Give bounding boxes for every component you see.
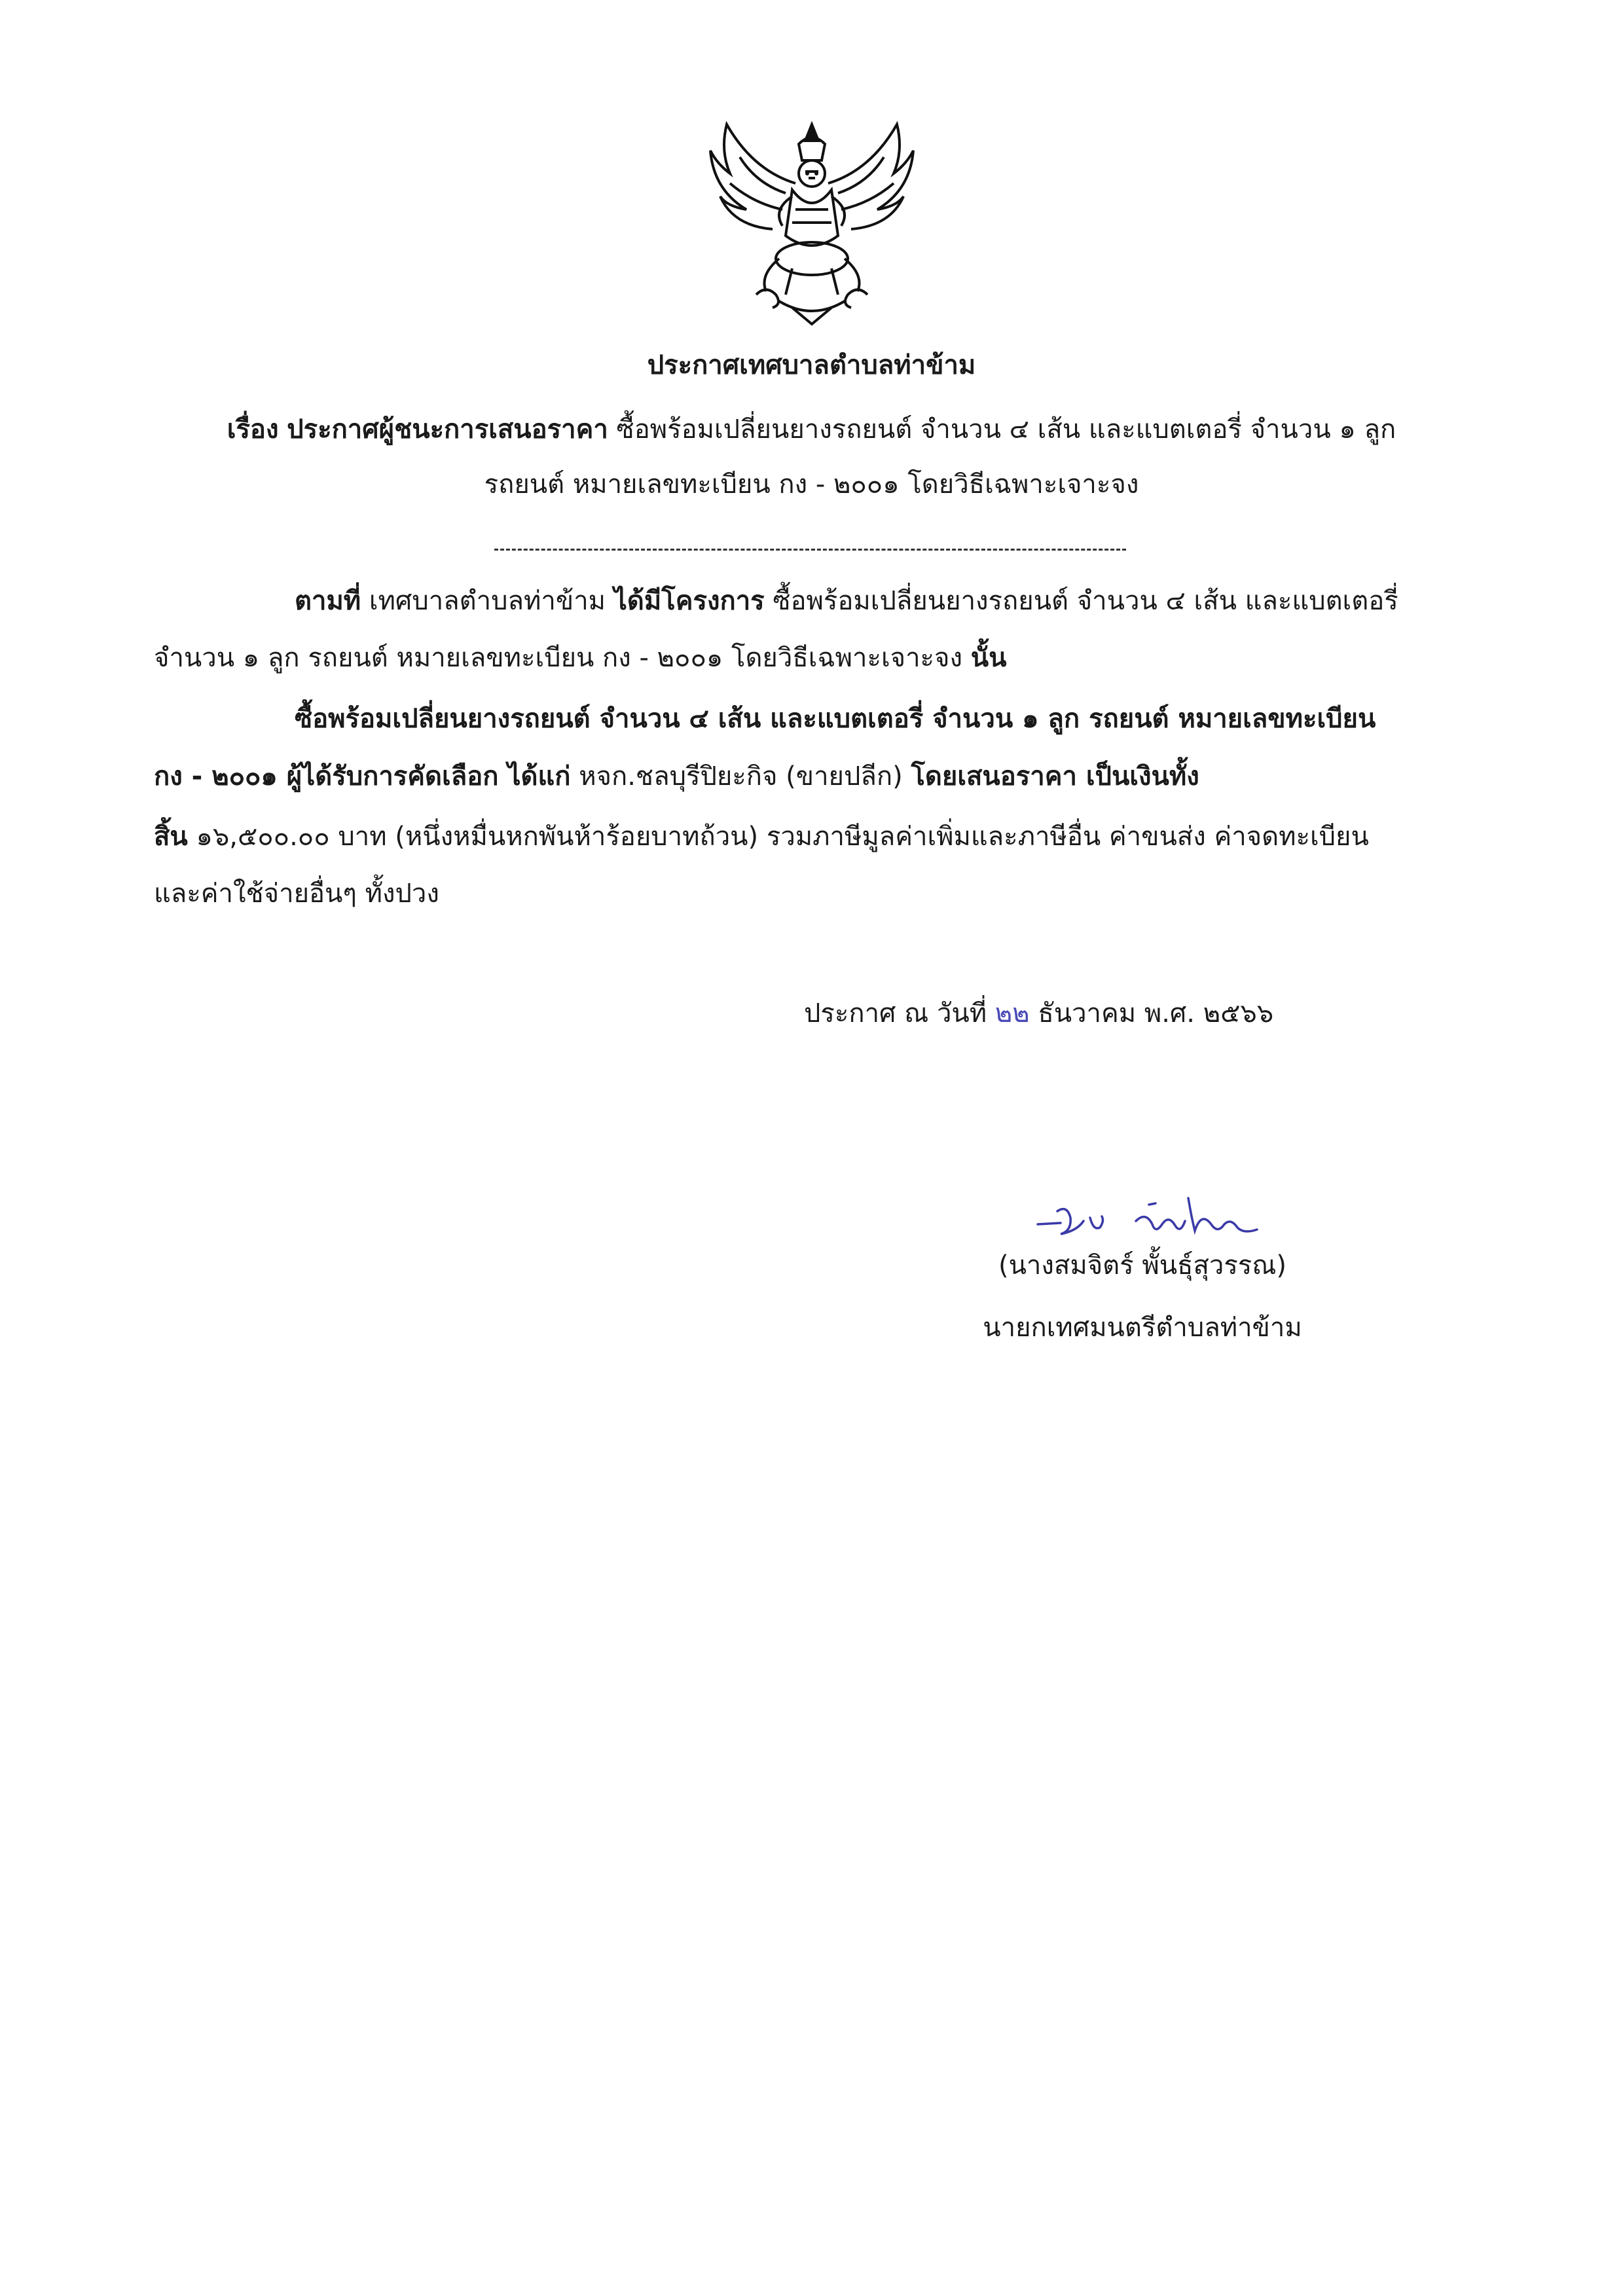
signatory-name: (นางสมจิตร์ พั้นธุ์สุวรรณ) (998, 1250, 1287, 1281)
date-prefix: ประกาศ ณ วันที่ (804, 998, 987, 1029)
p1-municipality: เทศบาลตำบลท่าข้าม (369, 586, 606, 616)
p2-offer-label: โดยเสนอราคา เป็นเงินทั้ง (911, 761, 1199, 792)
p1-bold-project: ได้มีโครงการ (613, 586, 765, 616)
p2-amount-text: ๑๖,๕๐๐.๐๐ บาท (หนึ่งหมื่นหกพันห้าร้อยบาทถ้วน) รวมภาษีมูลค่าเพิ่มและภาษีอื่น ค่าขนส่ง ค่าจดทะเบียน (196, 822, 1369, 852)
p2-vendor-name: หจก.ชลบุรีปิยะกิจ (ขายปลีก) (579, 761, 903, 792)
p1-line2-bold: นั้น (970, 643, 1007, 673)
paragraph-2-line-3 (154, 818, 1369, 855)
p2-selected-label: กง - ๒๐๐๑ ผู้ได้รับการคัดเลือก ได้แก่ (154, 761, 571, 792)
p1-project-text: ซื้อพร้อมเปลี่ยนยางรถยนต์ จำนวน ๔ เส้น และแบตเตอรี่ (773, 586, 1398, 616)
subject-label: เรื่อง (227, 414, 279, 445)
announcement-date (804, 995, 1273, 1032)
paragraph-2-line-2 (154, 758, 1199, 795)
subject-line-1 (0, 411, 1623, 448)
subject-text-1: ซื้อพร้อมเปลี่ยนยางรถยนต์ จำนวน ๔ เส้น และแบตเตอรี่ จำนวน ๑ ลูก (616, 414, 1396, 445)
document-issuer: ประกาศเทศบาลตำบลท่าข้าม (647, 350, 976, 380)
paragraph-1-line-1 (295, 583, 1398, 619)
garuda-emblem-icon (701, 111, 923, 327)
divider (494, 549, 1126, 551)
p2-total-label: สิ้น (154, 822, 188, 852)
paragraph-1-line-2 (154, 640, 1006, 676)
subject-line-2: รถยนต์ หมายเลขทะเบียน กง - ๒๐๐๑ โดยวิธีเฉพาะเจาะจง (484, 469, 1139, 500)
date-day: ๒๒ (994, 998, 1030, 1029)
p1-line2-text: จำนวน ๑ ลูก รถยนต์ หมายเลขทะเบียน กง - ๒๐๐๑ โดยวิธีเฉพาะเจาะจง (154, 643, 962, 673)
subject-title: ประกาศผู้ชนะการเสนอราคา (287, 414, 608, 445)
p1-bold-according: ตามที่ (295, 586, 361, 616)
signatory-position: นายกเทศมนตรีตำบลท่าข้าม (983, 1313, 1302, 1343)
paragraph-2-line-4: และค่าใช้จ่ายอื่นๆ ทั้งปวง (154, 879, 439, 909)
date-month-year: ธันวาคม พ.ศ. ๒๕๖๖ (1038, 998, 1274, 1029)
paragraph-2-line-1: ซื้อพร้อมเปลี่ยนยางรถยนต์ จำนวน ๔ เส้น และแบตเตอรี่ จำนวน ๑ ลูก รถยนต์ หมายเลขทะเบียน (295, 704, 1376, 734)
handwritten-signature (1031, 1185, 1267, 1257)
